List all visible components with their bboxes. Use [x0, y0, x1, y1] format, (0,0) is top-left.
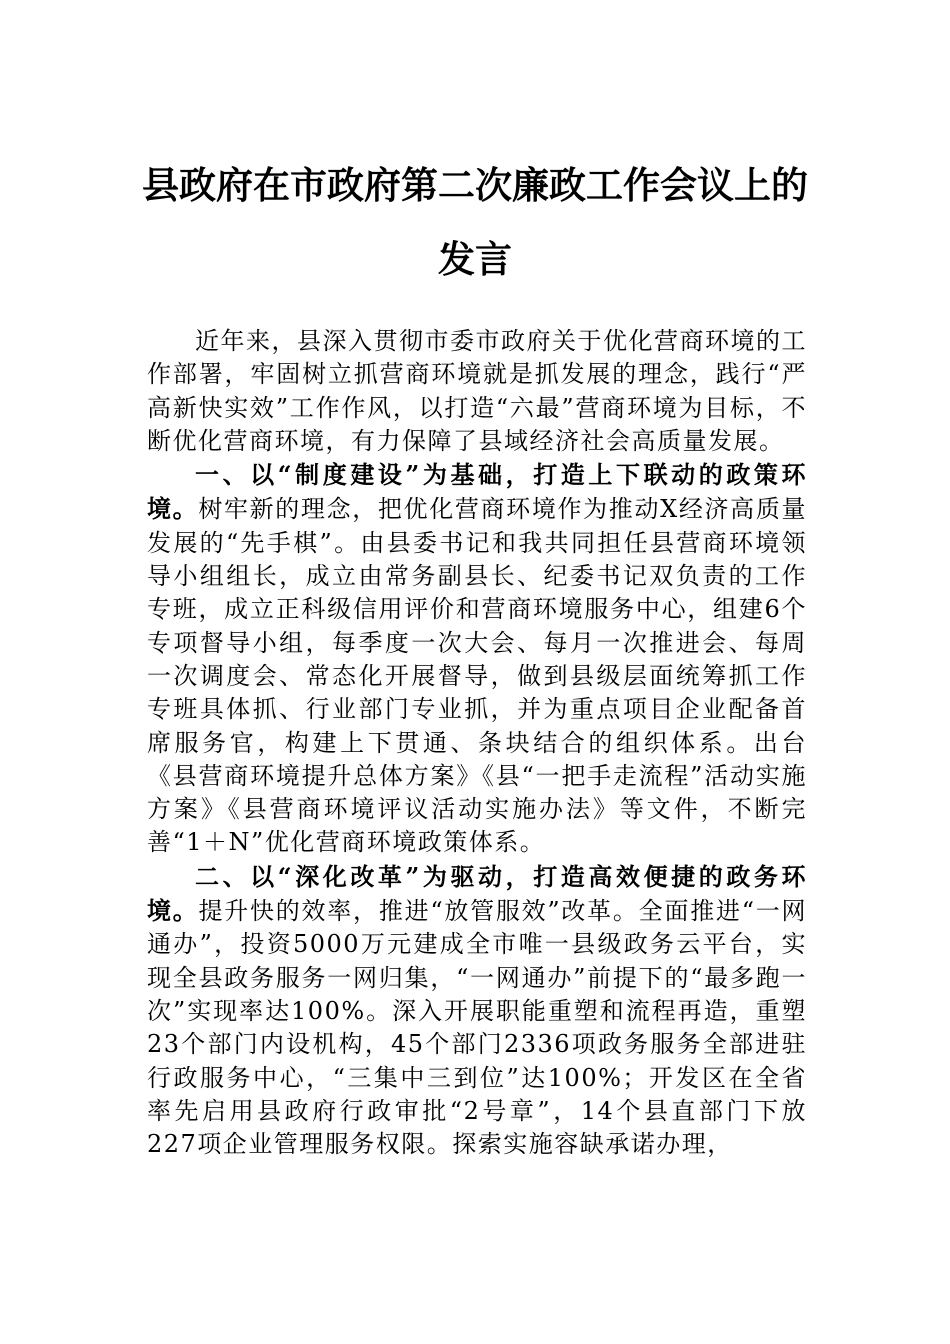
document-title: 县政府在市政府第二次廉政工作会议上的发言 — [142, 163, 808, 281]
paragraph-section-1 — [147, 458, 807, 860]
paragraph-text: 提升快的效率，推进“放管服效”改革。全面推进“一网通办”，投资5000万元建成全市唯一县级政务云平台，实现全县政务服务一网归集，“一网通办”前提下的“最多跑一次”实现率达100%。深入开展职能重塑和流程再造，重塑23个部门内设机构，45个部门2336项政务服务全部进驻行政服务中心，“三集中三到位”达100%；开发区在全省率先启用县政府行政审批“2号章”，14个县直部门下放227项企业管理服务权限。探索实施容缺承诺办理， — [147, 897, 807, 1159]
section-heading: 二、以“深化改革”为驱动，打造高效便捷的政务环境。 — [147, 861, 807, 926]
section-heading: 一、以“制度建设”为基础，打造上下联动的政策环境。 — [147, 460, 807, 524]
paragraph-text: 树牢新的理念，把优化营商环境作为推动X经济高质量发展的“先手棋”。由县委书记和我共同担任县营商环境领导小组组长，成立由常务副县长、纪委书记双负责的工作专班，成立正科级信用评价和营商环境服务中心，组建6个专项督导小组，每季度一次大会、每月一次推进会、每周一次调度会、常态化开展督导，做到县级层面统筹抓工作专班具体抓、行业部门专业抓，并为重点项目企业配备首席服务官，构建上下贯通、条块结合的组织体系。出台《县营商环境提升总体方案》《县“一把手走流程”活动实施方案》《县营商环境评议活动实施办法》等文件，不断完善“1＋N”优化营商环境政策体系。 — [147, 495, 807, 857]
paragraph-intro — [147, 325, 807, 458]
paragraph-section-2 — [147, 860, 807, 1162]
document-body — [147, 325, 807, 1161]
paragraph-text: 近年来，县深入贯彻市委市政府关于优化营商环境的工作部署，牢固树立抓营商环境就是抓发展的理念，践行“严高新快实效”工作作风，以打造“六最”营商环境为目标，不断优化营商环境，有力保障了县域经济社会高质量发展。 — [147, 327, 807, 455]
